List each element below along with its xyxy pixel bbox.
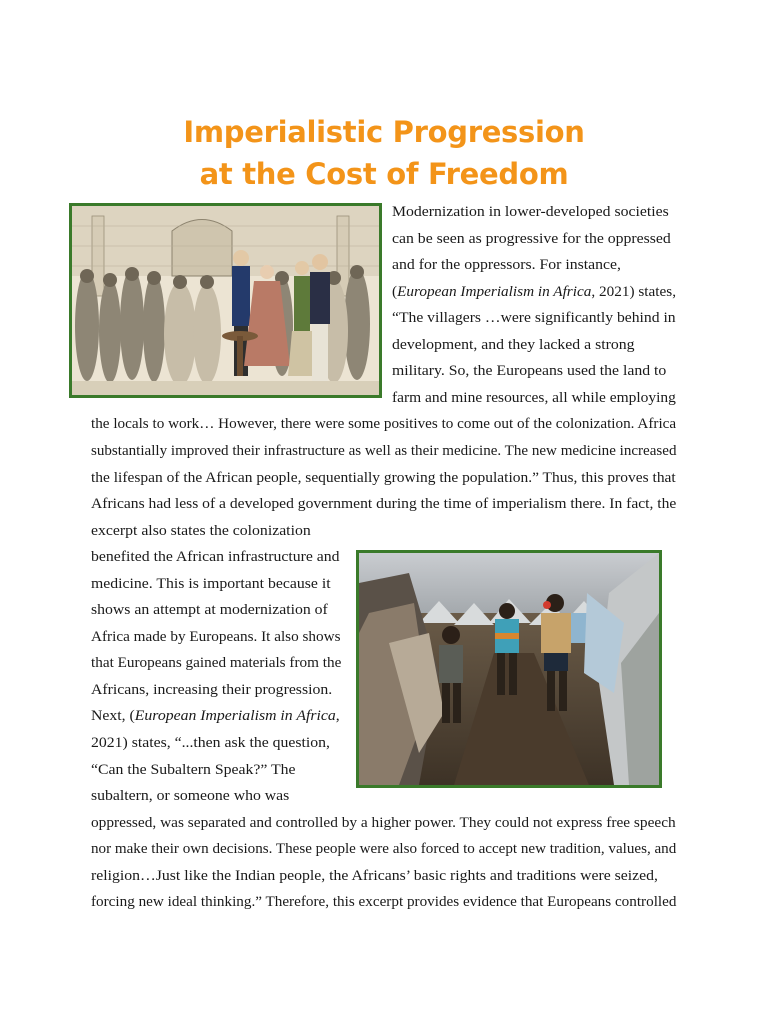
text-segment: “Can the Subaltern Speak?” The: [91, 761, 296, 778]
text-segment: religion…Just like the Indian people, the Africans’ basic rights and traditions were seized,: [91, 867, 658, 884]
citation-title: European Imperialism in Africa: [134, 708, 336, 725]
text-segment: excerpt also states the colonization: [91, 522, 311, 539]
text-line: [91, 734, 330, 752]
text-segment: ,: [335, 708, 340, 725]
text-line: [91, 787, 289, 805]
text-line: [91, 893, 676, 911]
document-title: [0, 111, 768, 195]
text-segment: the locals to work… However, there were some positives to come out of the colonization. Africa: [91, 416, 677, 433]
court-engraving-image: [69, 203, 382, 398]
camp-children-photo: [356, 550, 662, 788]
text-line: [91, 654, 341, 672]
text-segment: military. So, the Europeans used the land to: [392, 363, 667, 380]
text-line: [392, 230, 671, 248]
text-segment: farm and mine resources, all while employing: [392, 389, 676, 406]
text-segment: Modernization in lower-developed societies: [392, 204, 669, 220]
text-line: [91, 840, 676, 858]
text-segment: Africans, increasing their progression.: [91, 681, 333, 698]
text-line: [91, 469, 676, 487]
text-line: [91, 628, 340, 646]
text-segment: forcing new ideal thinking.” Therefore, this excerpt provides evidence that Europeans controlled: [91, 894, 677, 911]
text-line: [91, 575, 331, 593]
text-line: [91, 442, 676, 460]
text-segment: shows an attempt at modernization of: [91, 602, 328, 619]
text-line: [91, 522, 311, 540]
text-line: [392, 362, 666, 380]
text-segment: can be seen as progressive for the oppressed: [392, 230, 671, 247]
text-segment: and for the oppressors. For instance,: [392, 257, 621, 274]
text-line: [91, 681, 332, 699]
text-segment: 2021) states, “...then ask the question,: [91, 735, 331, 751]
text-segment: nor make their own decisions. These people were also forced to accept new tradition, values, and: [91, 841, 677, 858]
text-segment: , 2021) states,: [591, 283, 677, 300]
text-line: [91, 548, 340, 566]
text-segment: Next, (: [91, 708, 135, 725]
text-segment: the lifespan of the African people, sequentially growing the population.” Thus, this proves that: [91, 469, 676, 486]
title-line-1: Imperialistic Progression: [183, 115, 585, 150]
text-line: [91, 415, 676, 433]
text-segment: substantially improved their infrastructure as well as their medicine. The new medicine increased: [91, 442, 677, 459]
text-segment: Africa made by Europeans. It also shows: [91, 628, 341, 645]
text-line: [392, 203, 669, 221]
text-segment: Africans had less of a developed government during the time of imperialism there. In fact, the: [91, 496, 677, 513]
text-line: [392, 283, 676, 301]
text-segment: oppressed, was separated and controlled by a higher power. They could not express free speech: [91, 814, 676, 831]
text-line: [91, 707, 340, 725]
text-line: [392, 309, 676, 327]
text-segment: benefited the African infrastructure and: [91, 549, 340, 566]
citation-title: European Imperialism in Africa: [397, 283, 592, 300]
text-line: [91, 601, 328, 619]
text-line: [91, 814, 676, 832]
text-segment: that Europeans gained materials from the: [91, 655, 342, 672]
text-segment: development, and they lacked a strong: [392, 336, 635, 353]
text-line: [392, 389, 676, 407]
text-line: [91, 867, 658, 885]
text-line: [91, 761, 296, 779]
title-line-2: at the Cost of Freedom: [199, 157, 569, 192]
text-line: [91, 495, 676, 513]
text-segment: medicine. This is important because it: [91, 575, 331, 592]
text-line: [392, 336, 634, 354]
text-segment: “The villagers …were significantly behind in: [392, 310, 676, 327]
text-line: [392, 256, 621, 274]
text-segment: subaltern, or someone who was: [91, 788, 290, 805]
text-segment: (: [392, 283, 398, 300]
